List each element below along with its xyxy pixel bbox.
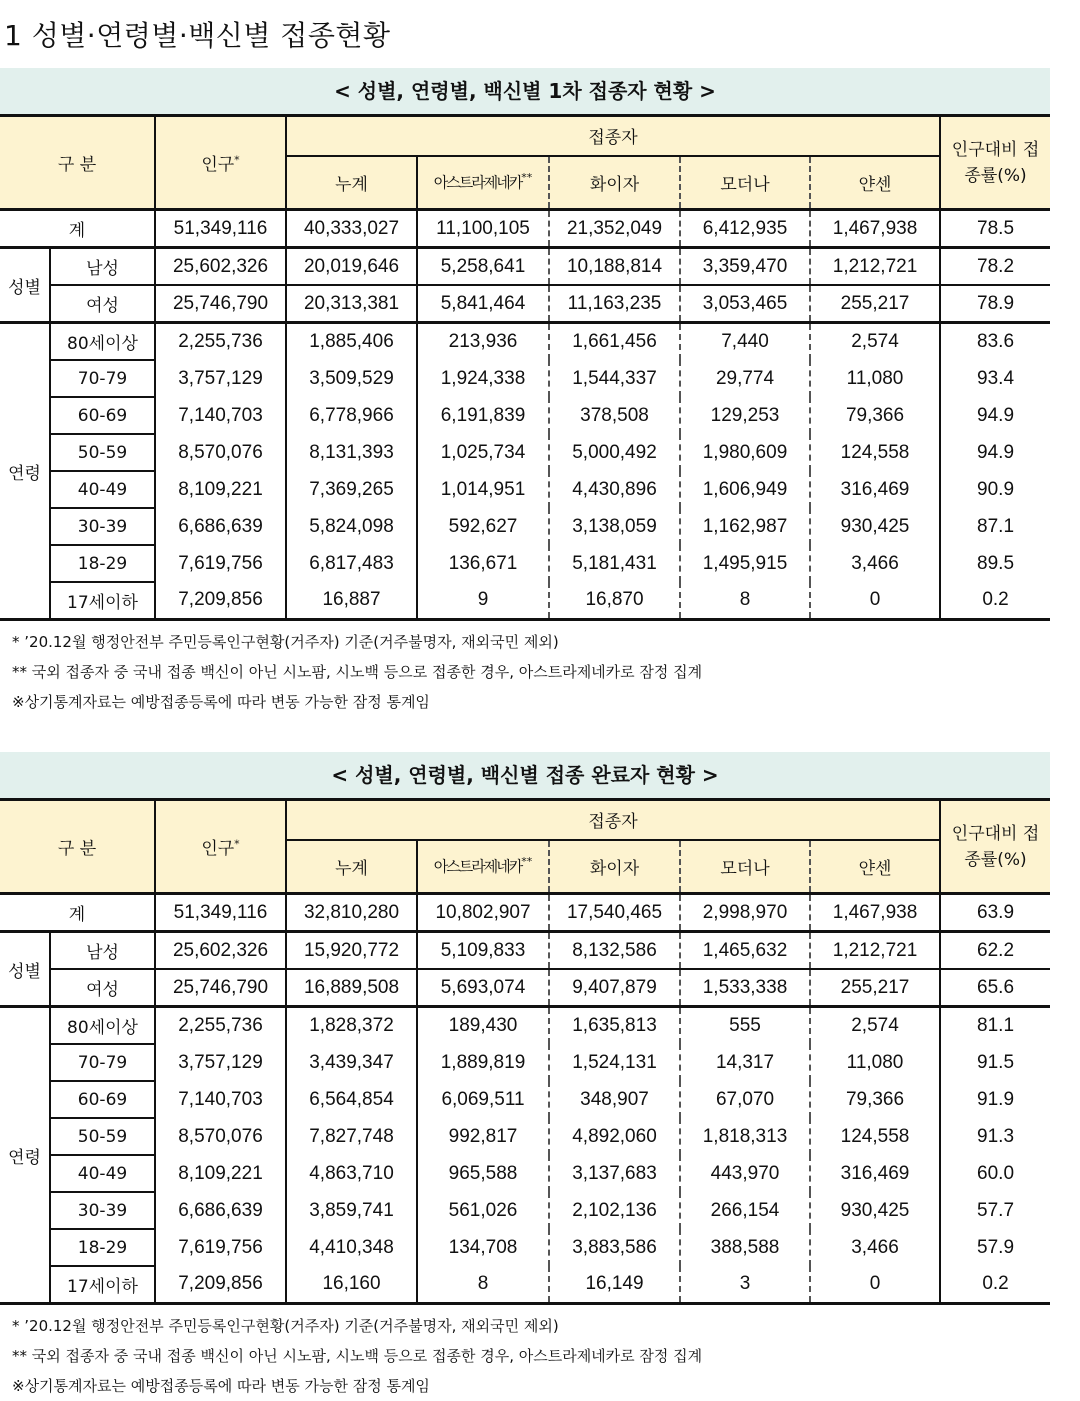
cell: 3,053,465 <box>680 285 810 323</box>
cell: 7,827,748 <box>286 1118 417 1155</box>
cell: 4,863,710 <box>286 1155 417 1192</box>
page-title: 1 성별·연령별·백신별 접종현황 <box>4 19 391 52</box>
vaccination-table <box>0 798 1050 1305</box>
cell: 3,509,529 <box>286 360 417 397</box>
table-row <box>0 932 1050 970</box>
table-row <box>0 582 1050 620</box>
cell: 5,181,431 <box>549 545 680 582</box>
table-row <box>0 285 1050 323</box>
row-label: 17세이하 <box>50 582 155 620</box>
cell: 189,430 <box>417 1007 549 1045</box>
header-rate: 인구대비 접종률(%) <box>940 800 1050 894</box>
row-label: 18-29 <box>50 545 155 582</box>
cell: 136,671 <box>417 545 549 582</box>
table-caption: < 성별, 연령별, 백신별 접종 완료자 현황 > <box>0 752 1050 798</box>
cell: 930,425 <box>810 1192 940 1229</box>
cell: 83.6 <box>940 323 1050 361</box>
header-pfizer: 화이자 <box>549 156 680 210</box>
cell: 0.2 <box>940 1266 1050 1304</box>
header-vaccinated: 접종자 <box>286 116 940 156</box>
group-label-age: 연령 <box>0 323 50 620</box>
cell: 25,602,326 <box>155 932 286 970</box>
cell: 2,102,136 <box>549 1192 680 1229</box>
table-row <box>0 323 1050 361</box>
row-label: 70-79 <box>50 360 155 397</box>
cell: 8,109,221 <box>155 471 286 508</box>
row-label: 50-59 <box>50 434 155 471</box>
cell: 0 <box>810 582 940 620</box>
cell: 561,026 <box>417 1192 549 1229</box>
cell: 8,131,393 <box>286 434 417 471</box>
table-row-total <box>0 894 1050 932</box>
cell: 4,892,060 <box>549 1118 680 1155</box>
cell: 51,349,116 <box>155 894 286 932</box>
cell: 6,564,854 <box>286 1081 417 1118</box>
cell: 378,508 <box>549 397 680 434</box>
cell: 0.2 <box>940 582 1050 620</box>
cell: 94.9 <box>977 441 1015 463</box>
cell: 21,352,049 <box>549 210 680 248</box>
cell: 51,349,116 <box>155 210 286 248</box>
cell: 16,870 <box>549 582 680 620</box>
table-row <box>0 1081 1050 1118</box>
cell: 15,920,772 <box>286 932 417 970</box>
row-label: 60-69 <box>50 397 155 434</box>
cell: 5,841,464 <box>417 285 549 323</box>
cell: 348,907 <box>549 1081 680 1118</box>
cell: 8,132,586 <box>549 932 680 970</box>
footnote: * ’20.12월 행정안전부 주민등록인구현황(거주자) 기준(거주불명자, 재외국민 제외) <box>12 633 559 651</box>
cell: 7,140,703 <box>155 1081 286 1118</box>
cell: 1,465,632 <box>680 932 810 970</box>
cell: 3,137,683 <box>549 1155 680 1192</box>
cell: 17,540,465 <box>549 894 680 932</box>
cell: 79,366 <box>810 1081 940 1118</box>
cell: 20,019,646 <box>286 248 417 286</box>
header-rate: 인구대비 접종률(%) <box>940 116 1050 210</box>
row-label: 30-39 <box>50 508 155 545</box>
cell: 16,149 <box>549 1266 680 1304</box>
cell: 9,407,879 <box>549 969 680 1007</box>
cell: 5,109,833 <box>417 932 549 970</box>
row-label: 40-49 <box>50 471 155 508</box>
table-row <box>0 1044 1050 1081</box>
cell: 91.9 <box>977 1088 1015 1110</box>
cell: 388,588 <box>680 1229 810 1266</box>
cell: 67,070 <box>680 1081 810 1118</box>
cell: 1,162,987 <box>680 508 810 545</box>
cell: 25,746,790 <box>155 969 286 1007</box>
cell: 4,410,348 <box>286 1229 417 1266</box>
first-dose-section <box>0 68 1050 717</box>
cell: 63.9 <box>940 894 1050 932</box>
cell: 1,495,915 <box>680 545 810 582</box>
cell: 134,708 <box>417 1229 549 1266</box>
group-label-sex: 성별 <box>0 248 50 323</box>
cell: 443,970 <box>680 1155 810 1192</box>
row-label: 여성 <box>50 969 155 1007</box>
cell: 1,212,721 <box>810 248 940 286</box>
cell: 1,467,938 <box>810 210 940 248</box>
cell: 16,160 <box>286 1266 417 1304</box>
table-row-total <box>0 210 1050 248</box>
cell: 3,138,059 <box>549 508 680 545</box>
header-total: 누계 <box>286 156 417 210</box>
footnotes <box>0 627 1050 717</box>
cell: 1,467,938 <box>810 894 940 932</box>
cell: 10,188,814 <box>549 248 680 286</box>
cell: 1,924,338 <box>417 360 549 397</box>
footnote: * ’20.12월 행정안전부 주민등록인구현황(거주자) 기준(거주불명자, 재외국민 제외) <box>12 1317 559 1335</box>
cell: 1,828,372 <box>286 1007 417 1045</box>
cell: 124,558 <box>810 434 940 471</box>
cell: 3,466 <box>810 1229 940 1266</box>
group-label-sex: 성별 <box>0 932 50 1007</box>
cell: 90.9 <box>977 478 1015 500</box>
header-pfizer: 화이자 <box>549 840 680 894</box>
cell: 1,025,734 <box>417 434 549 471</box>
cell: 16,887 <box>286 582 417 620</box>
cell: 60.0 <box>977 1162 1015 1184</box>
cell: 2,574 <box>810 1007 940 1045</box>
footnote: ※상기통계자료는 예방접종등록에 따라 변동 가능한 잠정 통계임 <box>12 693 430 711</box>
cell: 29,774 <box>680 360 810 397</box>
cell: 5,824,098 <box>286 508 417 545</box>
cell: 78.9 <box>940 285 1050 323</box>
cell: 6,191,839 <box>417 397 549 434</box>
cell: 6,686,639 <box>155 1192 286 1229</box>
cell: 11,100,105 <box>417 210 549 248</box>
row-label: 남성 <box>50 932 155 970</box>
header-moderna: 모더나 <box>680 156 810 210</box>
cell: 129,253 <box>680 397 810 434</box>
table-row <box>0 545 1050 582</box>
row-label: 30-39 <box>50 1192 155 1229</box>
cell: 5,693,074 <box>417 969 549 1007</box>
table-row <box>0 1007 1050 1045</box>
cell: 78.5 <box>940 210 1050 248</box>
table-row <box>0 1229 1050 1266</box>
cell: 3,359,470 <box>680 248 810 286</box>
cell: 7,619,756 <box>155 545 286 582</box>
row-label: 18-29 <box>50 1229 155 1266</box>
cell: 992,817 <box>417 1118 549 1155</box>
cell: 81.1 <box>940 1007 1050 1045</box>
cell: 3 <box>680 1266 810 1304</box>
cell: 592,627 <box>417 508 549 545</box>
header-category: 구 분 <box>0 800 155 894</box>
cell: 5,258,641 <box>417 248 549 286</box>
header-astrazeneca: 아스트라제네카** <box>417 156 549 210</box>
cell: 1,889,819 <box>417 1044 549 1081</box>
row-label: 계 <box>0 210 155 248</box>
row-label: 80세이상 <box>50 1007 155 1045</box>
cell: 4,430,896 <box>549 471 680 508</box>
header-total: 누계 <box>286 840 417 894</box>
footnote: ** 국외 접종자 중 국내 접종 백신이 아닌 시노팜, 시노백 등으로 접종한 경우, 아스트라제네카로 잠정 집계 <box>12 663 703 681</box>
table-row <box>0 360 1050 397</box>
cell: 1,212,721 <box>810 932 940 970</box>
cell: 1,606,949 <box>680 471 810 508</box>
table-row <box>0 969 1050 1007</box>
footnote: ※상기통계자료는 예방접종등록에 따라 변동 가능한 잠정 통계임 <box>12 1377 430 1395</box>
cell: 1,533,338 <box>680 969 810 1007</box>
header-population: 인구* <box>155 116 286 210</box>
cell: 213,936 <box>417 323 549 361</box>
cell: 2,998,970 <box>680 894 810 932</box>
cell: 40,333,027 <box>286 210 417 248</box>
cell: 20,313,381 <box>286 285 417 323</box>
cell: 3,883,586 <box>549 1229 680 1266</box>
cell: 7,369,265 <box>286 471 417 508</box>
cell: 1,818,313 <box>680 1118 810 1155</box>
cell: 1,635,813 <box>549 1007 680 1045</box>
cell: 78.2 <box>977 255 1015 277</box>
cell: 255,217 <box>810 285 940 323</box>
cell: 1,980,609 <box>680 434 810 471</box>
header-janssen: 얀센 <box>810 840 940 894</box>
cell: 11,080 <box>810 360 940 397</box>
cell: 25,746,790 <box>155 285 286 323</box>
header-population: 인구* <box>155 800 286 894</box>
cell: 5,000,492 <box>549 434 680 471</box>
table-row <box>0 1155 1050 1192</box>
row-label: 17세이하 <box>50 1266 155 1304</box>
vaccination-table <box>0 114 1050 621</box>
cell: 14,317 <box>680 1044 810 1081</box>
table-row <box>0 1118 1050 1155</box>
cell: 11,163,235 <box>549 285 680 323</box>
cell: 91.5 <box>977 1051 1015 1073</box>
cell: 3,757,129 <box>155 1044 286 1081</box>
cell: 79,366 <box>810 397 940 434</box>
cell: 255,217 <box>810 969 940 1007</box>
cell: 32,810,280 <box>286 894 417 932</box>
cell: 8,570,076 <box>155 434 286 471</box>
table-row <box>0 1192 1050 1229</box>
cell: 25,602,326 <box>155 248 286 286</box>
cell: 7,140,703 <box>155 397 286 434</box>
header-astrazeneca: 아스트라제네카** <box>417 840 549 894</box>
cell: 316,469 <box>810 1155 940 1192</box>
cell: 57.7 <box>977 1199 1015 1221</box>
table-row <box>0 508 1050 545</box>
cell: 965,588 <box>417 1155 549 1192</box>
header-vaccinated: 접종자 <box>286 800 940 840</box>
cell: 8,570,076 <box>155 1118 286 1155</box>
cell: 11,080 <box>810 1044 940 1081</box>
cell: 10,802,907 <box>417 894 549 932</box>
cell: 65.6 <box>940 969 1050 1007</box>
cell: 62.2 <box>977 939 1015 961</box>
table-row <box>0 1266 1050 1304</box>
cell: 57.9 <box>977 1236 1015 1258</box>
cell: 7,440 <box>680 323 810 361</box>
header-janssen: 얀센 <box>810 156 940 210</box>
cell: 930,425 <box>810 508 940 545</box>
row-label: 80세이상 <box>50 323 155 361</box>
table-row <box>0 434 1050 471</box>
cell: 8 <box>417 1266 549 1304</box>
cell: 9 <box>417 582 549 620</box>
cell: 87.1 <box>977 515 1015 537</box>
cell: 6,778,966 <box>286 397 417 434</box>
table-row <box>0 248 1050 286</box>
cell: 3,757,129 <box>155 360 286 397</box>
cell: 2,255,736 <box>155 1007 286 1045</box>
cell: 266,154 <box>680 1192 810 1229</box>
cell: 124,558 <box>810 1118 940 1155</box>
row-label: 70-79 <box>50 1044 155 1081</box>
group-label-age: 연령 <box>0 1007 50 1304</box>
header-category: 구 분 <box>0 116 155 210</box>
cell: 1,524,131 <box>549 1044 680 1081</box>
cell: 1,661,456 <box>549 323 680 361</box>
cell: 7,209,856 <box>155 1266 286 1304</box>
cell: 6,817,483 <box>286 545 417 582</box>
table-caption: < 성별, 연령별, 백신별 1차 접종자 현황 > <box>0 68 1050 114</box>
cell: 1,014,951 <box>417 471 549 508</box>
row-label: 여성 <box>50 285 155 323</box>
footnote: ** 국외 접종자 중 국내 접종 백신이 아닌 시노팜, 시노백 등으로 접종한 경우, 아스트라제네카로 잠정 집계 <box>12 1347 703 1365</box>
cell: 1,885,406 <box>286 323 417 361</box>
cell: 2,574 <box>810 323 940 361</box>
cell: 7,619,756 <box>155 1229 286 1266</box>
row-label: 계 <box>0 894 155 932</box>
cell: 89.5 <box>977 552 1015 574</box>
table-row <box>0 471 1050 508</box>
row-label: 60-69 <box>50 1081 155 1118</box>
cell: 316,469 <box>810 471 940 508</box>
cell: 6,686,639 <box>155 508 286 545</box>
cell: 8 <box>680 582 810 620</box>
row-label: 남성 <box>50 248 155 286</box>
cell: 91.3 <box>977 1125 1015 1147</box>
cell: 6,412,935 <box>680 210 810 248</box>
cell: 93.4 <box>977 367 1015 389</box>
cell: 16,889,508 <box>286 969 417 1007</box>
cell: 3,439,347 <box>286 1044 417 1081</box>
cell: 2,255,736 <box>155 323 286 361</box>
cell: 3,466 <box>810 545 940 582</box>
header-moderna: 모더나 <box>680 840 810 894</box>
cell: 7,209,856 <box>155 582 286 620</box>
cell: 94.9 <box>977 404 1015 426</box>
cell: 0 <box>810 1266 940 1304</box>
cell: 3,859,741 <box>286 1192 417 1229</box>
cell: 555 <box>680 1007 810 1045</box>
row-label: 40-49 <box>50 1155 155 1192</box>
cell: 1,544,337 <box>549 360 680 397</box>
table-row <box>0 397 1050 434</box>
completed-section <box>0 752 1050 1401</box>
cell: 6,069,511 <box>417 1081 549 1118</box>
cell: 8,109,221 <box>155 1155 286 1192</box>
row-label: 50-59 <box>50 1118 155 1155</box>
